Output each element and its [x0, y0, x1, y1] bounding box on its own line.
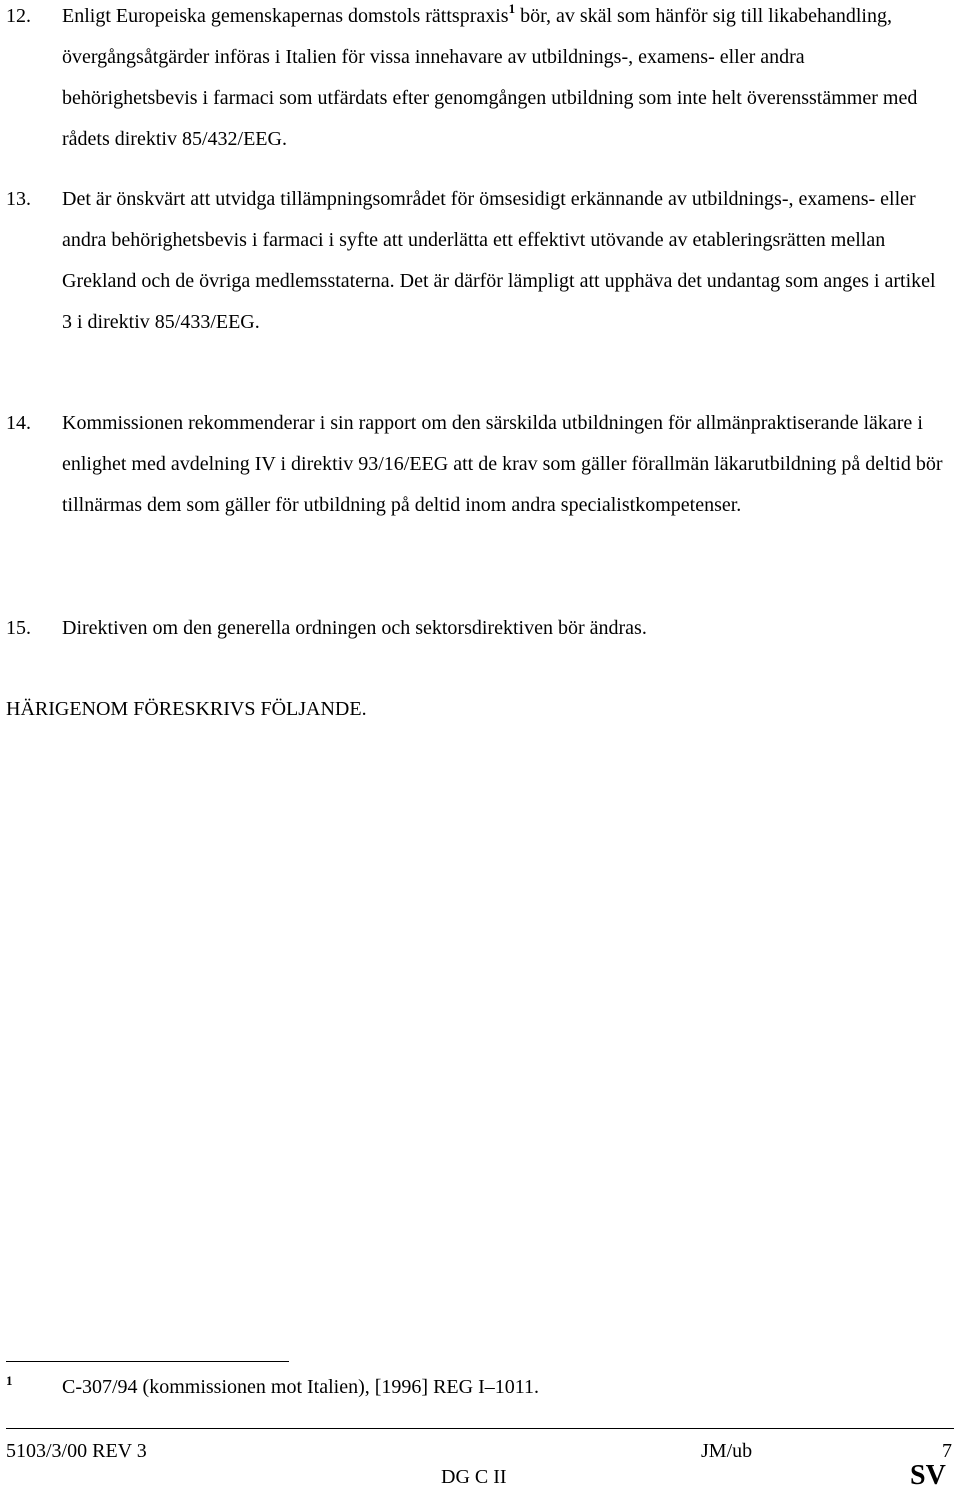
recital-number: 12. [6, 5, 31, 27]
recital-number: 14. [6, 412, 31, 434]
recital-text [62, 0, 945, 160]
recital-15 [0, 608, 945, 649]
footer-document-reference: 5103/3/00 REV 3 [6, 1440, 147, 1462]
footer-directorate: DG C II [441, 1466, 507, 1488]
footer-language-code: SV [910, 1460, 946, 1491]
recital-14 [0, 403, 945, 526]
footer-page-number: 7 [942, 1440, 952, 1462]
recital-number: 13. [6, 188, 31, 210]
footnote-text: C-307/94 (kommissionen mot Italien), [1996] REG I–1011. [62, 1376, 539, 1398]
recital-12 [0, 0, 945, 160]
enacting-formula: HÄRIGENOM FÖRESKRIVS FÖLJANDE. [6, 698, 367, 720]
footnote-mark: 1 [6, 1373, 13, 1388]
recital-13 [0, 179, 945, 343]
recital-text-part: bör, av skäl som hänför sig till likabehandling, övergångsåtgärder införas i Italien för vissa innehavare av utbildnings-, examens- eller andra behörighetsbevis i farmaci som utfärdats efter genomgången utbildning som inte helt överensstämmer med rådets direktiv 85/432/EEG. [62, 5, 918, 150]
footer-separator [6, 1428, 954, 1429]
recital-text: Kommissionen rekommenderar i sin rapport om den särskilda utbildningen för allmänpraktiserande läkare i enlighet med avdelning IV i direktiv 93/16/EEG att de krav som gäller förallmän läkarutbildning på deltid bör tillnärmas dem som gäller för utbildning på deltid inom andra specialistkompetenser. [62, 412, 943, 516]
footer-author-initials: JM/ub [701, 1440, 753, 1462]
footnote-separator [6, 1361, 289, 1362]
recital-text: Det är önskvärt att utvidga tillämpningsområdet för ömsesidigt erkännande av utbildnings-, examens- eller andra behörighetsbevis i farmaci i syfte att underlätta ett effektivt utövande av etableringsrätten mellan Grekland och de övriga medlemsstaterna. Det är därför lämpligt att upphäva det undantag som anges i artikel 3 i direktiv 85/433/EEG. [62, 188, 936, 333]
recital-text-part: Enligt Europeiska gemenskapernas domstols rättspraxis [62, 5, 509, 27]
recital-number: 15. [6, 617, 31, 639]
footnote-reference[interactable]: 1 [508, 1, 516, 17]
recital-text: Direktiven om den generella ordningen och sektorsdirektiven bör ändras. [62, 617, 647, 639]
